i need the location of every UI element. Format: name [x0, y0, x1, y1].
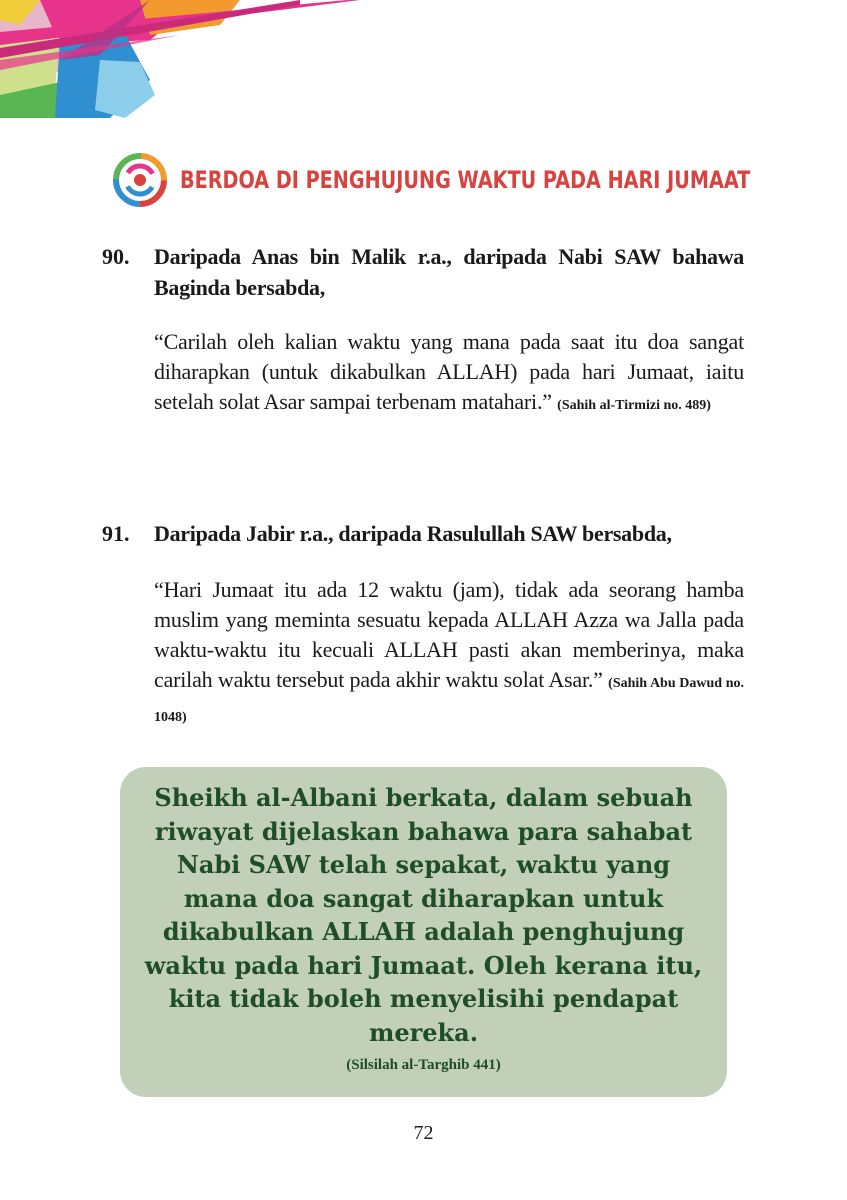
page-number: 72	[413, 1122, 434, 1144]
hadith-number: 90.	[102, 244, 130, 269]
circular-target-icon	[112, 152, 168, 208]
quote-box	[120, 767, 727, 1097]
quote-source: (Silsilah al-Targhib 441)	[346, 1057, 501, 1073]
quote-text: Sheikh al-Albani berkata, dalam sebuah riwayat dijelaskan bahawa para sahabat Nabi SAW telah sepakat, waktu yang mana doa sangat diharapkan untuk dikabulkan ALLAH adalah penghujung waktu pada hari Jumaat. Oleh kerana itu, kita tidak boleh menyelisihi pendapat mereka.	[144, 783, 703, 1047]
section-heading	[112, 152, 752, 208]
hadith-number: 91.	[102, 521, 130, 546]
hadith-intro: Daripada Anas bin Malik r.a., daripada Nabi SAW bahawa Baginda bersabda,	[154, 244, 744, 300]
decorative-corner-art	[0, 0, 847, 130]
hadith-quote: “Carilah oleh kalian waktu yang mana pada saat itu doa sangat diharapkan (untuk dikabulkan ALLAH) pada hari Jumaat, iaitu setelah solat Asar sampai terbenam matahari.”	[154, 329, 744, 414]
hadith-intro: Daripada Jabir r.a., daripada Rasulullah SAW bersabda,	[154, 521, 672, 546]
hadith-text	[154, 327, 744, 421]
hadith-quote: “Hari Jumaat itu ada 12 waktu (jam), tidak ada seorang hamba muslim yang meminta sesuatu kepada ALLAH Azza wa Jalla pada waktu-waktu itu kecuali ALLAH pasti akan memberinya, maka carilah waktu tersebut pada akhir waktu solat Asar.”	[154, 577, 744, 692]
section-title: BERDOA DI PENGHUJUNG WAKTU PADA HARI JUMAAT	[180, 166, 751, 194]
hadith-source: (Sahih Abu Dawud no. 1048)	[154, 676, 744, 725]
hadith-text	[154, 575, 744, 733]
hadith-source: (Sahih al-Tirmizi no. 489)	[557, 398, 711, 413]
